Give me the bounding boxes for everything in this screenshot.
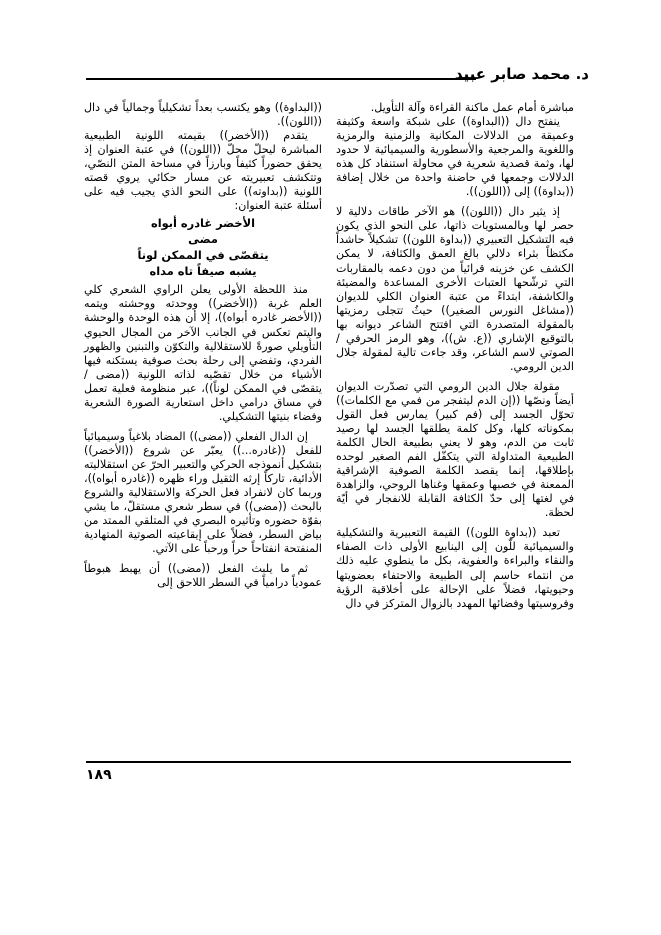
- paragraph: إن الدال الفعلي ((مضى)) المضاد بلاغياً وسيميائياً للفعل ((غادره...)) يعبّر عن شروع ((الأخضر)) بتشكيل أنموذجه الحركي والتعبير الحرّ عن استقلاليته الأدائية، تاركاً إرثه الثقيل وراء ظهره ((غادره أبواه))، وربما كان لانفراد فعل الحركة والاستقلالية والشروع بالبحث ((مضى)) في سطر شعري مستقلّ، ما يشي بقوّة حضوره وتأثيره البصري في المتلقي الممتد من بياض السطر، فضلاً على إيقاعيته الصوتية المتهادية المنفتحة انفتاحاً حراً ورحباً على الآتي.: [84, 429, 322, 556]
- header-rule: [86, 78, 476, 80]
- paragraph: ثم ما يلبث الفعل ((مضى)) أن يهبط هبوطاً عمودياً درامياً في السطر اللاحق إلى: [84, 562, 322, 590]
- paragraph: ينفتح دال ((البداوة)) على شبكة واسعة وكثيفة وعميقة من الدلالات المكانية والزمنية والرمزية واللغوية والمرجعية والأسطورية والسيميائية لا حدود لها، وثمة قصدية شعرية في محاولة استنفاد كل هذه الدلالات وجمعها في حاضنة واحدة من خلال إضافة ((بداوة)) إلى ((اللون)).: [336, 115, 574, 199]
- paragraph: يتقدم ((الأخضر)) بقيمته اللونية الطبيعية المباشرة ليحلّ محلّ ((اللون)) في عتبة العنوان إذ يحقق حضوراً كثيفاً وبارزاً في مساحة المتن النصّي، وتتكشف تعبيريته عن مسار حكائي يروي قصته اللونية ((بداوته)) على النحو الذي يجيب فيه على أسئلة عتبة العنوان:: [84, 129, 322, 213]
- paragraph: مقولة جلال الدين الرومي التي تصدّرت الديوان أيضاً ونصّها ((إن الدم ليتفجر من فمي مع الكلمات)) تحوّل الجسد إلى (فم كبير) يمارس فعل القول بمكوناته كلها، وكل كلمة يطلقها الجسد لها رصيد ثابت من الدم، وهو لا يعني بطبيعة الحال الكلمة الطبيعية المتداولة التي يتكفّل الفم الصغير لوحده بإطلاقها، إنما يقصد الكلمة الصوفية الإشراقية الممعنة في خصبها وعمقها وغناها الروحي، والزاهدة في لغتها إلى حدّ الكثافة القابلة للانفجار في أيّة لحظة.: [336, 379, 574, 520]
- footer-rule: [86, 761, 571, 763]
- page-number: ١٨٩: [86, 767, 112, 783]
- poem-line: مضى: [188, 232, 218, 247]
- poem-line: يتقصّى في الممكن لوناً: [137, 248, 269, 263]
- header-author: د. محمد صابر عبيد: [454, 65, 589, 83]
- paragraph: إذ يثير دال ((اللون)) هو الآخر طاقات دلالية لا حصر لها وبالمستويات ذاتها، على النحو الذي يكون فيه التشكيل التعبيري ((بداوة اللون)) تشكيلاً حاشداً مكتظاً بثراء دلالي بالغ العمق والكثافة، لا يمكن الكشف عن خزينه قرائياً من دون دعمه بالمقاربات التي ترشّحها العتبات الأخرى المساعدة والمضيئة والكاشفة، ابتداءً من عتبة العنوان الكلي للديوان ((مشاغل النورس الصغير)) حيثُ تتجلى رمزيتها بالمقولة المتصدرة التي افتتح الشاعر ديوانه بها بالتوقيع الإشاري ((ع. ش))، وهو الرمز الحرفي /الصوتي لاسم الشاعر، وقد جاءت تالية لمقولة جلال الدين الرومي.: [336, 205, 574, 373]
- poem-line: الأخضر غادره أبواه: [151, 216, 255, 231]
- right-column: [336, 101, 574, 611]
- paragraph: تعبد ((بداوة اللون)) القيمة التعبيرية والتشكيلية والسيميائية للّون إلى الينابيع الأولى ذات الصفاء والنقاء والبراءة والعفوية، بكل ما ينطوي عليه ذلك من انتماء حاسم إلى الطبيعة والاحتفاء بعضويتها وحيويتها، فضلاً على الإحالة على أخلاقية الرؤية وفروسيتها وفضائها المهدد بالزوال المتركز في دال: [336, 526, 574, 610]
- paragraph: ((البداوة)) وهو يكتسب بعداً تشكيلياً وجمالياً في دال ((اللون)).: [84, 101, 322, 129]
- paragraph: مباشرة أمام عمل ماكنة القراءة وآلة التأويل.: [370, 101, 574, 114]
- poem-excerpt: [84, 215, 322, 279]
- left-column: [84, 101, 322, 590]
- poem-line: يشبه صيفاً تاه مداه: [149, 264, 257, 279]
- paragraph: منذ اللحظة الأولى يعلن الراوي الشعري كلي العلم غربة ((الأخضر)) ووحدته ووحشته ويتمه ((الأخضر غادره أبواه))، إلا أن هذه الوحدة والوحشة واليتم تعكس في الجانب الآخر من المجال الحيوي التأويلي صورةً للاستقلالية والتكوّن والتبنين والظهور الفردي، وتفضي إلى رحلة بحث صوفية يستكنه فيها الأشياء من خلال تقصّيه لذاته اللونية ((مضى / يتقصّى في الممكن لوناً))، عبر منظومة فعلية تعمل في مساق درامي داخل استعارية الصورة الشعرية وفضاء بنيتها التشكيلي.: [84, 283, 322, 423]
